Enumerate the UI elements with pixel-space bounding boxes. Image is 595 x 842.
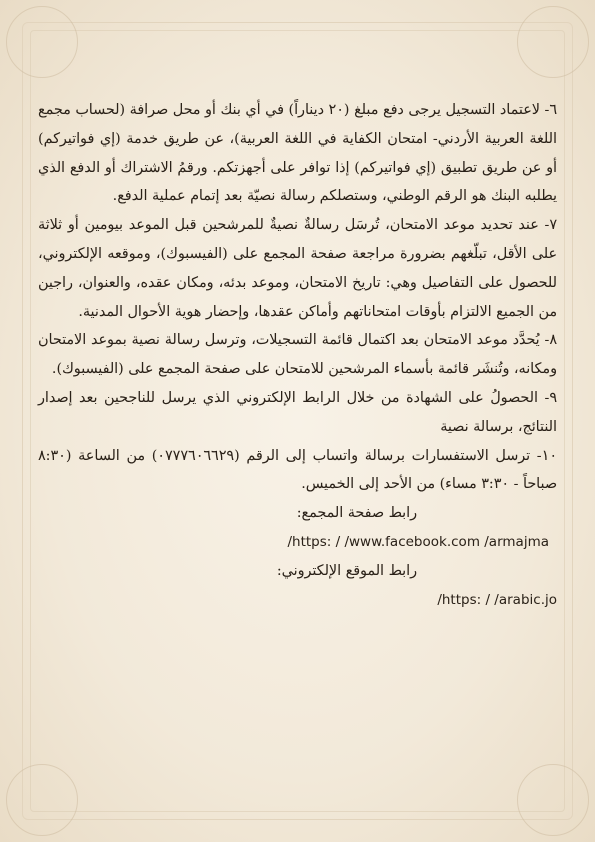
corner-ornament <box>517 764 589 836</box>
facebook-link[interactable]: /https: / /www.facebook.com /armajma <box>287 533 549 550</box>
paragraph-exam-list: ٨- يُحدَّد موعد الامتحان بعد اكتمال قائمة التسجيلات، وترسل رسالة نصية بموعد الامتحان ومكانه، وتُنشَر قائمة بأسماء المرشحين للامتحان على صفحة المجمع على (الفيسبوك). <box>38 332 557 378</box>
paragraph-certificate: ٩- الحصولُ على الشهادة من خلال الرابط الإلكتروني الذي يرسل للناجحين بعد إصدار النتائج، برسالة نصية <box>38 389 557 435</box>
corner-ornament <box>517 6 589 78</box>
facebook-link-label: رابط صفحة المجمع: <box>296 505 417 522</box>
corner-ornament <box>6 764 78 836</box>
paragraph-payment: ٦- لاعتماد التسجيل يرجى دفع مبلغ (٢٠ ديناراً) في أي بنك أو محل صرافة (لحساب مجمع اللغة العربية الأردني- امتحان الكفاية في اللغة العربية)، عن طريق خدمة (إي فواتيركم) أو عن طريق تطبيق (إي فواتيركم) إذا توافر على أجهزتكم. ورقمُ الاشتراك أو الدفع الذي يطلبه البنك هو الرقم الوطني، وستصلكم رسالة نصيّة بعد إتمام عملية الدفع. <box>38 102 557 205</box>
website-link-label: رابط الموقع الإلكتروني: <box>276 562 417 579</box>
document-body <box>38 96 557 614</box>
corner-ornament <box>6 6 78 78</box>
paragraph-inquiries: ١٠- ترسل الاستفسارات برسالة واتساب إلى الرقم (٠٧٧٧٦٠٦٦٢٩) من الساعة (٨:٣٠ صباحاً - ٣:٣٠ مساء) من الأحد إلى الخميس. <box>38 447 557 493</box>
paragraph-exam-date: ٧- عند تحديد موعد الامتحان، تُرسَل رسالةٌ نصيةٌ للمرشحين قبل الموعد بيومين أو ثلاثة على الأقل، تبلّغهم بضرورة مراجعة صفحة المجمع على (الفيسبوك)، وموقعه الإلكتروني، للحصول على التفاصيل وهي: تاريخ الامتحان، وموعد بدئه، ومكان عقده، والعنوان، راجين من الجميع الالتزام بأوقات امتحاناتهم وأماكن عقدها، وإحضار هوية الأحوال المدنية. <box>38 217 557 320</box>
website-link[interactable]: /https: / /arabic.jo <box>437 591 557 608</box>
